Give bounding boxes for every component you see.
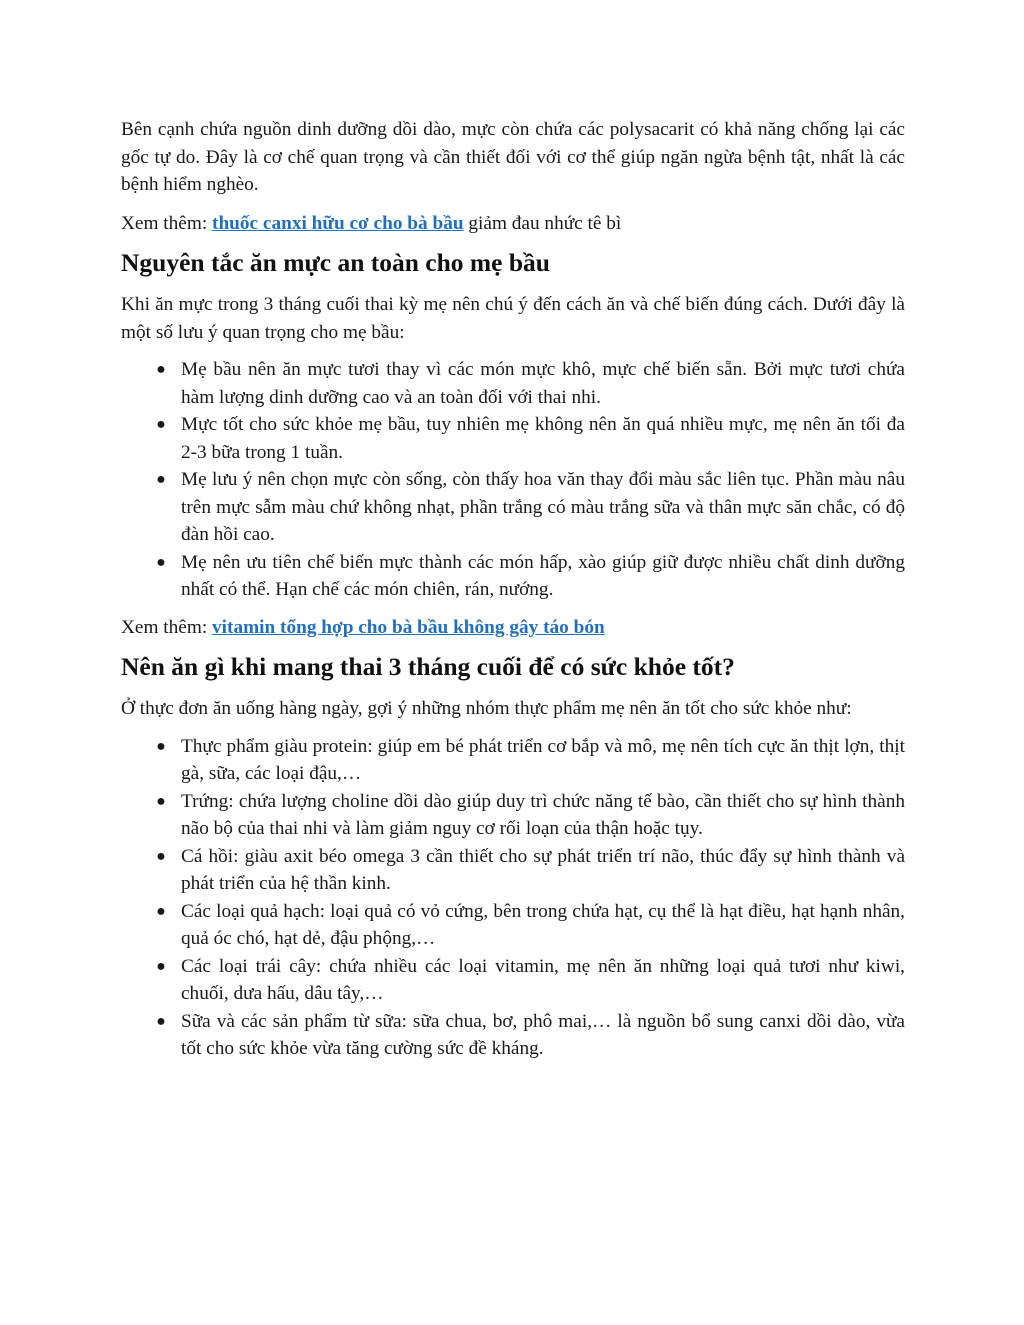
bullet-icon: ● bbox=[156, 847, 166, 865]
list-item bbox=[121, 953, 905, 1008]
list-item-text: Sữa và các sản phẩm từ sữa: sữa chua, bơ, phô mai,… là nguồn bổ sung canxi dồi dào, vừa tốt cho sức khỏe vừa tăng cường sức đề kháng. bbox=[181, 1010, 905, 1059]
list-item bbox=[121, 411, 905, 466]
see-more-prefix: Xem thêm: bbox=[121, 212, 213, 234]
see-more-suffix: giảm đau nhức tê bì bbox=[463, 212, 622, 234]
list-item-text: Mẹ bầu nên ăn mực tươi thay vì các món mực khô, mực chế biến sẵn. Bởi mực tươi chứa hàm lượng dinh dưỡng cao và an toàn đối với thai nhi. bbox=[181, 359, 905, 408]
list-item bbox=[121, 788, 905, 843]
bullet-icon: ● bbox=[156, 1012, 166, 1030]
section1-heading: Nguyên tắc ăn mực an toàn cho mẹ bầu bbox=[121, 248, 550, 277]
bullet-icon: ● bbox=[156, 792, 166, 810]
section2-paragraph: Ở thực đơn ăn uống hàng ngày, gợi ý những nhóm thực phẩm mẹ nên ăn tốt cho sức khỏe như: bbox=[121, 698, 852, 719]
see-more-line-1 bbox=[121, 210, 905, 238]
list-item bbox=[121, 898, 905, 953]
list-item-text: Trứng: chứa lượng choline dồi dào giúp duy trì chức năng tế bào, cần thiết cho sự hình thành não bộ của thai nhi và làm giảm nguy cơ rối loạn của thận hoặc tụy. bbox=[181, 790, 905, 839]
list-item-text: Mẹ lưu ý nên chọn mực còn sống, còn thấy hoa văn thay đổi màu sắc liên tục. Phần màu nâu trên mực sẫm màu chứ không nhạt, phần trắng có màu trắng sữa và thân mực săn chắc, có độ đàn hồi cao. bbox=[181, 469, 905, 545]
list-item-text: Thực phẩm giàu protein: giúp em bé phát triển cơ bắp và mô, mẹ nên tích cực ăn thịt lợn, thịt gà, sữa, các loại đậu,… bbox=[181, 735, 905, 784]
bullet-icon: ● bbox=[156, 737, 166, 755]
section2-heading: Nên ăn gì khi mang thai 3 tháng cuối để có sức khỏe tốt? bbox=[121, 652, 735, 681]
see-more-link-vitamin[interactable]: vitamin tổng hợp cho bà bầu không gây táo bón bbox=[212, 616, 605, 638]
list-item bbox=[121, 549, 905, 604]
list-item bbox=[121, 1008, 905, 1063]
list-item-text: Cá hồi: giàu axit béo omega 3 cần thiết cho sự phát triển trí não, thúc đẩy sự hình thành và phát triển của hệ thần kinh. bbox=[181, 845, 905, 894]
bullet-icon: ● bbox=[156, 553, 166, 571]
list-item-text: Mực tốt cho sức khỏe mẹ bầu, tuy nhiên mẹ không nên ăn quá nhiều mực, mẹ nên ăn tối đa 2-3 bữa trong 1 tuần. bbox=[181, 414, 905, 463]
section1-list bbox=[121, 356, 905, 604]
list-item bbox=[121, 466, 905, 549]
bullet-icon: ● bbox=[156, 361, 166, 378]
list-item bbox=[121, 733, 905, 788]
bullet-icon: ● bbox=[156, 902, 166, 920]
list-item-text: Mẹ nên ưu tiên chế biến mực thành các món hấp, xào giúp giữ được nhiều chất dinh dưỡng nhất có thể. Hạn chế các món chiên, rán, nướng. bbox=[181, 551, 905, 600]
section1-paragraph: Khi ăn mực trong 3 tháng cuối thai kỳ mẹ nên chú ý đến cách ăn và chế biến đúng cách. Dưới đây là một số lưu ý quan trọng cho mẹ bầu: bbox=[121, 294, 905, 343]
document-page bbox=[121, 116, 905, 1073]
list-item-text: Các loại trái cây: chứa nhiều các loại vitamin, mẹ nên ăn những loại quả tươi như kiwi, chuối, dưa hấu, dâu tây,… bbox=[181, 955, 905, 1004]
bullet-icon: ● bbox=[156, 471, 166, 488]
section2-list bbox=[121, 733, 905, 1063]
list-item bbox=[121, 356, 905, 411]
bullet-icon: ● bbox=[156, 416, 166, 433]
list-item-text: Các loại quả hạch: loại quả có vỏ cứng, bên trong chứa hạt, cụ thể là hạt điều, hạt hạnh nhân, quả óc chó, hạt dẻ, đậu phộng,… bbox=[181, 900, 905, 949]
see-more-line-2 bbox=[121, 614, 905, 642]
see-more-prefix: Xem thêm: bbox=[121, 616, 213, 638]
intro-paragraph: Bên cạnh chứa nguồn dinh dưỡng dồi dào, mực còn chứa các polysacarit có khả năng chống lại các gốc tự do. Đây là cơ chế quan trọng và cần thiết đối với cơ thể giúp ngăn ngừa bệnh tật, nhất là các bệnh hiểm nghèo. bbox=[121, 119, 905, 195]
list-item bbox=[121, 843, 905, 898]
see-more-link-calcium[interactable]: thuốc canxi hữu cơ cho bà bầu bbox=[212, 212, 464, 234]
bullet-icon: ● bbox=[156, 957, 166, 975]
